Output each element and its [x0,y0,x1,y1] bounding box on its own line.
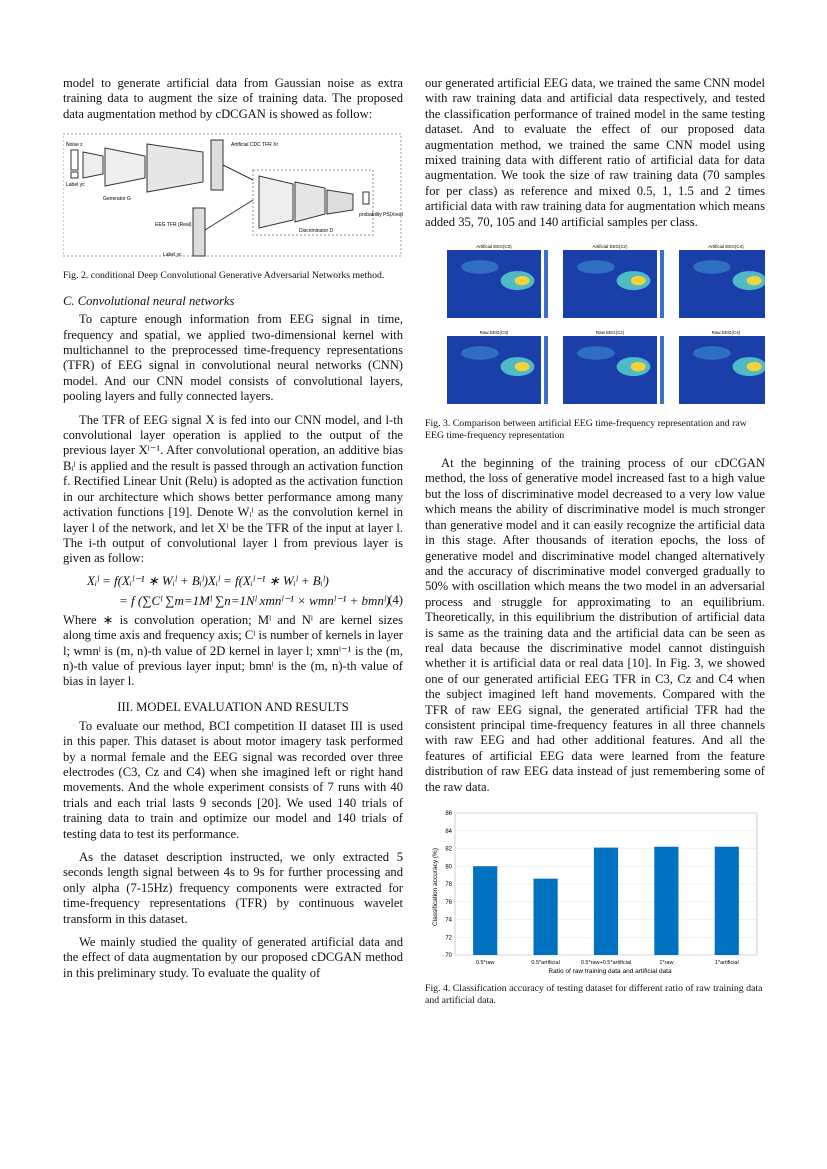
y-tick-label: 74 [445,917,452,924]
figure-4 [425,807,765,975]
figure-3 [425,240,765,410]
y-tick-label: 86 [445,811,452,817]
bar [534,879,558,955]
equation [63,573,403,613]
colorbar [660,336,664,404]
prob-label: probability PS|Xreal [359,212,403,219]
figure-2-caption: Fig. 2. conditional Deep Convolutional Generative Adversarial Networks method. [63,270,385,282]
heatmap-title: Raw EEG(C4) [711,330,741,336]
artificial-label: Artificial CDC TFR Xr [231,142,279,149]
tfr-heatmap [447,330,548,404]
heatmap-title: Raw EEG(C3) [479,330,509,336]
heatmap-blob [693,260,731,274]
heatmap-peak [747,362,762,372]
tfr-heatmap-grid [425,240,765,410]
y-axis-label: Classification accuracy (%) [432,847,439,927]
section-heading: III. MODEL EVALUATION AND RESULTS [117,699,349,714]
y-tick-label: 72 [445,935,452,942]
heatmap-title: Artificial EEG(Cz) [592,244,628,250]
disc-label: Discriminator D [299,228,334,235]
paragraph: model to generate artificial data from Gaussian noise as extra training data to augment the size of training data. The proposed data augmentation method by cDCGAN is showed as follow: [63,76,403,121]
paragraph: At the beginning of the training process of our cDCGAN method, the loss of generative model increased fast to a high value but the loss of discriminative model decreased to a very low value which means the ability of discriminative model is much stronger than generative model and it can easily recognize the artificial data in this stage. After thousands of iteration epochs, the loss of generative model and discriminative model changed alternatively and the accuracy of discriminative model converged gradually to 50% with oscillation which means the two model in an adversarial process and struggle for approximating to an equilibrium. Theoretically, in this equilibrium the distribution of artificial data is same as the training data and the artificial data can be seen as real data because the discriminative model cannot distinguish whether it is artificial data or real data [10]. In Fig. 3, we showed one of our generated artificial EEG TFR in C3, Cz and C4 when the subject imagined left hand movements. Compared with the TFR of raw EEG signal, the generated artificial TFR had the consistent principal time-frequency features in all three channels with raw EEG and had other additional features. And all the features of artificial EEG data were learned from the feature distribution of raw EEG data instead of just remembering some of the raw data. [425,456,765,794]
y-tick-label: 70 [445,953,452,959]
right-column [425,76,765,1007]
bar [594,848,618,955]
x-axis-label: Ratio of raw training data and artificial data [548,968,672,975]
colorbar [660,250,664,318]
eeg-label: EEG TFR (Real) [155,222,192,229]
x-tick-label: 1*raw [659,960,674,966]
tfr-heatmap [563,244,664,318]
figure-4-caption: Fig. 4. Classification accuracy of testing dataset for different ratio of raw training data and artificial data. [425,983,763,1006]
label-y: Label yc [66,182,85,189]
heatmap-blob [577,260,615,274]
label-y2: Label yc [163,252,182,259]
x-tick-label: 1*artificial [714,960,739,966]
x-tick-label: 0.5*raw [475,960,495,966]
tfr-heatmap [679,244,765,318]
heatmap-title: Artificial EEG(C4) [708,244,744,250]
heatmap-title: Raw EEG(Cz) [595,330,625,336]
paragraph: To capture enough information from EEG signal in time, frequency and spatial, we applied two-dimensional kernel with multichannel to the preprocessed time-frequency representations (TFR) of EEG signal in convolutional neural networks (CNN) model. And our CNN model consists of convolutional layers, pooling layers and fully connected layers. [63,312,403,404]
accuracy-bar-chart [425,807,765,975]
heatmap-peak [631,276,646,286]
heatmap-title: Artificial EEG(C3) [476,244,512,250]
paragraph: We mainly studied the quality of generated artificial data and the effect of data augmentation by our proposed cDCGAN method in this preliminary study. To evaluate the quality of [63,935,403,980]
y-tick-label: 84 [445,828,452,835]
x-tick-label: 0.5*artificial [531,960,560,966]
x-tick-label: 0.5*raw+0.5*artificial [580,960,632,966]
figure-2 [63,130,403,260]
equation-line-1: Xᵢˡ = f(Xᵢˡ⁻¹ ∗ Wᵢˡ + Bᵢˡ)Xᵢˡ = f(Xᵢˡ⁻¹ ∗ Wᵢˡ + Bᵢˡ) [87,572,329,588]
bar [654,847,678,955]
paragraph: The TFR of EEG signal X is fed into our CNN model, and l-th convolutional layer operation is applied to the output of the previous layer Xˡ⁻¹. After convolutional operation, an additive bias Bᵢˡ is applied and the result is passed through an activation function f. Rectified Linear Unit (Relu) is adopted as the activation function in our architecture which shows better performance among many activation functions [19]. Denote Wᵢˡ as the convolution kernel in layer l of the network, and let Xˡ be the TFR of the input at layer l. The i-th output of convolutional layer l from previous layer is given as follow: [63,412,403,566]
figure-3-caption: Fig. 3. Comparison between artificial EEG time-frequency representation and raw EEG time-frequency representation [425,418,747,442]
heatmap-blob [461,260,499,274]
paragraph: Where ∗ is convolution operation; Mˡ and Nˡ are kernel sizes along time axis and frequency axis; Cˡ is number of kernels in layer l; wmnˡ is (m, n)-th value of 2D kernel in layer l; xmnˡ⁻¹ is the (m, n)-th value of previous layer input; bmnˡ is the (m, n)-th value of bias in layer l. [63,612,403,689]
heatmap-blob [577,346,615,360]
colorbar [544,250,548,318]
y-tick-label: 80 [445,864,452,871]
equation-number: (4) [388,592,403,607]
equation-line-2: = f (∑Cˡ ∑m=1Mˡ ∑n=1Nˡ xmnˡ⁻¹ × wmnˡ⁻¹ + bmnˡ) [119,592,390,608]
colorbar [544,336,548,404]
heatmap-peak [631,362,646,372]
section-heading: C. Convolutional neural networks [63,294,235,309]
y-tick-label: 82 [445,846,452,853]
paragraph: As the dataset description instructed, we only extracted 5 seconds length signal between 4s to 9s for further processing and only alpha (7-15Hz) frequency components were extracted for time-frequency representations (TFR) by continuous wavelet transform in this dataset. [63,850,403,926]
y-tick-label: 78 [445,882,452,888]
bar [715,847,739,955]
generator-label: Generator G [103,196,131,203]
bar [473,866,497,955]
cdcgan-diagram [63,130,403,260]
heatmap-blob [461,346,499,360]
paragraph: To evaluate our method, BCI competition II dataset III is used in this paper. This dataset is about motor imagery task performed by a normal female and the EEG signal was recorded over three electrodes (C3, Cz and C4) when she imagined left or right hand movements. And the whole experiment consists of 7 runs with 40 trials and each trial lasts 9 seconds [20]. We used 140 trials of training data to train and optimize our model and 140 trials of testing data to test its performance. [63,718,403,841]
tfr-heatmap [447,244,548,318]
y-tick-label: 76 [445,899,452,906]
heatmap-blob [693,346,731,360]
heatmap-peak [515,276,530,286]
heatmap-peak [515,362,530,372]
tfr-heatmap [563,330,664,404]
left-column [63,76,403,981]
paragraph: our generated artificial EEG data, we trained the same CNN model with raw training data and artificial data respectively, and tested the classification performance of trained model in the same testing dataset. And to evaluate the effect of our proposed data augmentation method, we trained the same CNN model using mixed training data with different ratio of artificial data for data augmentation. We took the size of raw training data (70 samples for per class) as reference and mixed 0.5, 1, 1.5 and 2 times artificial data with raw training data for augmentation which means added 35, 70, 105 and 140 artificial samples per class. [425,76,765,229]
heatmap-peak [747,276,762,286]
tfr-heatmap [679,330,765,404]
noise-label: Noise z [66,142,83,149]
